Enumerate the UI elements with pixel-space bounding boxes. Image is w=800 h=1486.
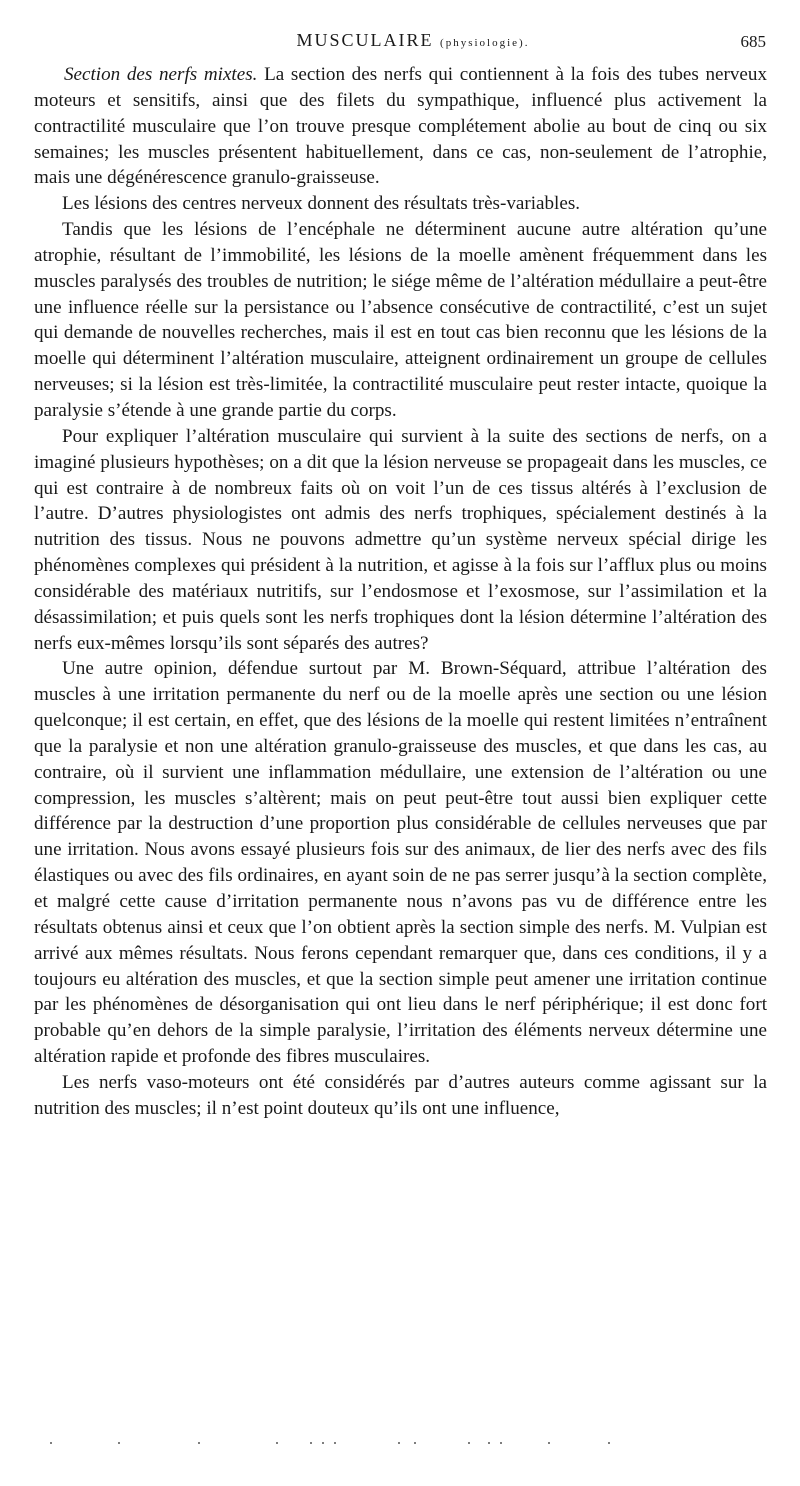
- running-title: [60, 30, 766, 51]
- paragraph-1: [34, 62, 767, 191]
- running-title-subtitle: (physiologie).: [440, 37, 530, 49]
- paragraph-1-text: La section des nerfs qui contiennent à la fois des tubes nerveux moteurs et sensitifs, ainsi que des filets du sympathique, influencé plus activement la contractilité musculaire que l’on trouve presque complétement abolie au bout de cinq ou six semaines; les muscles présentent habituellement, dans ce cas, non-seulement de l’atrophie, mais une dégénérescence granulo-graisseuse.: [34, 64, 768, 189]
- section-heading: Section des nerfs mixtes.: [64, 64, 258, 85]
- running-head: [60, 30, 766, 54]
- paragraph-6: Les nerfs vaso-moteurs ont été considérés par d’autres auteurs comme agissant sur la nutrition des muscles; il n’est point douteux qu’ils ont une influence,: [34, 1071, 767, 1119]
- paragraph-3: Tandis que les lésions de l’encéphale ne déterminent aucune autre altération qu’une atrophie, résultant de l’immobilité, les lésions de la moelle amènent fréquemment dans les muscles paralysés des troubles de nutrition; le siége même de l’altération médullaire a peut-être une influence réelle sur la persistance ou l’absence consécutive de contractilité, c’est un sujet qui demande de nouvelles recherches, mais il est en tout cas bien reconnu que les lésions de la moelle qui déterminent l’altération musculaire, atteignent ordinairement un groupe de cellules nerveuses; si la lésion est très-limitée, la contractilité musculaire peut rester intacte, quoique la paralysie s’étende à une grande partie du corps.: [34, 219, 767, 421]
- page-number: 685: [740, 32, 766, 51]
- paragraph-4: Pour expliquer l’altération musculaire qui survient à la suite des sections de nerfs, on a imaginé plusieurs hypothèses; on a dit que la lésion nerveuse se propageait dans les muscles, ce qui est contraire à de nombreux faits où on voit l’un de ces tissus altérés à l’exclusion de l’autre. D’autres physiologistes ont admis des nerfs trophiques, spécialement destinés à la nutrition des tissus. Nous ne pouvons admettre qu’un système nerveux spécial dirige les phénomènes complexes qui président à la nutrition, et agisse à la fois sur l’afflux plus ou moins considérable des matériaux nutritifs, sur l’endosmose et l’exosmose, sur l’assimilation et la désassimilation; et puis quels sont les nerfs trophiques dont la lésion détermine l’altération des nerfs eux-mêmes lorsqu’ils sont séparés des autres?: [34, 425, 767, 654]
- body-text: [34, 62, 767, 1122]
- running-title-main: MUSCULAIRE: [296, 30, 434, 50]
- bleed-through-marks: [48, 1442, 748, 1452]
- paragraph-2: Les lésions des centres nerveux donnent des résultats très-variables.: [62, 193, 581, 215]
- paragraph-5: Une autre opinion, défendue surtout par M. Brown-Séquard, attribue l’altération des muscles à une irritation permanente du nerf ou de la moelle après une section ou une lésion quelconque; il est certain, en effet, que des lésions de la moelle qui restent limitées n’entraînent que la paralysie et non une altération granulo-graisseuse des muscles, et que dans les cas, au contraire, où il survient une inflammation médullaire, une extension de l’altération ou une compression, les muscles s’altèrent; mais on peut peut-être tout aussi bien expliquer cette différence par la destruction d’une proportion plus considérable de cellules nerveuses que par une irritation. Nous avons essayé plusieurs fois sur des animaux, de lier des nerfs avec des fils élastiques ou avec des fils ordinaires, en ayant soin de ne pas serrer jusqu’à la section complète, et malgré cette cause d’irritation permanente nous n’avons pas vu de différence entre les résultats obtenus ainsi et ceux que l’on obtient après la section simple des nerfs. M. Vulpian est arrivé aux mêmes résultats. Nous ferons cependant remarquer que, dans ces conditions, il y a toujours eu altération des muscles, et que la section simple peut amener une irritation continue par les phénomènes de désorganisation qui ont lieu dans le nerf périphérique; il est donc fort probable qu’en dehors de la simple paralysie, l’irritation des éléments nerveux détermine une altération rapide et profonde des fibres musculaires.: [34, 658, 767, 1068]
